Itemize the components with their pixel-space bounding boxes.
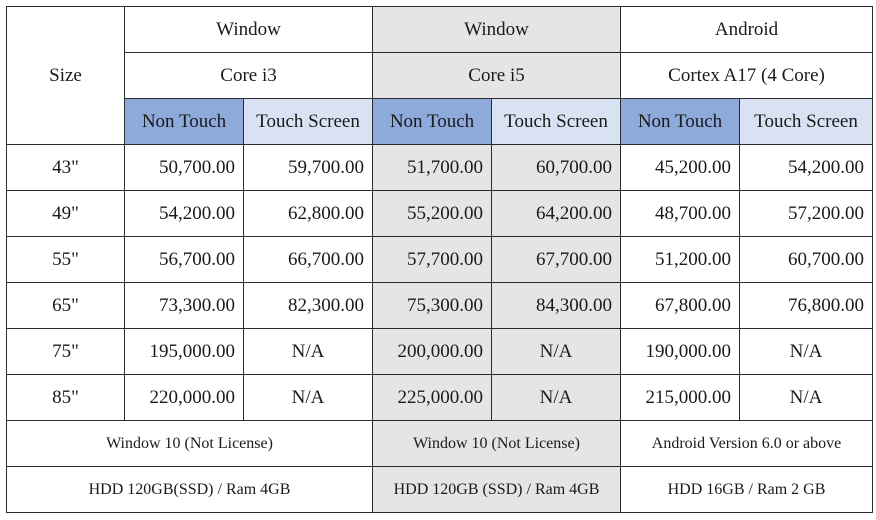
table-row: [7, 237, 873, 283]
price-cell: N/A: [244, 329, 373, 375]
non-touch-header-group-3: Non Touch: [621, 99, 740, 145]
os-footer-group-2: Window 10 (Not License): [373, 421, 621, 467]
price-cell: 190,000.00: [621, 329, 740, 375]
price-cell: 59,700.00: [244, 145, 373, 191]
price-cell: 51,700.00: [373, 145, 492, 191]
price-cell: 225,000.00: [373, 375, 492, 421]
size-cell: 49": [7, 191, 125, 237]
header-cpu-row: [7, 53, 873, 99]
size-header: Size: [7, 7, 125, 145]
price-cell: N/A: [492, 329, 621, 375]
os-header-group-3: Android: [621, 7, 873, 53]
size-cell: 43": [7, 145, 125, 191]
price-cell: 56,700.00: [125, 237, 244, 283]
price-cell: 57,200.00: [740, 191, 873, 237]
price-cell: 73,300.00: [125, 283, 244, 329]
price-cell: 195,000.00: [125, 329, 244, 375]
non-touch-header-group-1: Non Touch: [125, 99, 244, 145]
price-cell: 76,800.00: [740, 283, 873, 329]
touch-screen-header-group-3: Touch Screen: [740, 99, 873, 145]
price-cell: 215,000.00: [621, 375, 740, 421]
table-row: [7, 191, 873, 237]
header-os-row: [7, 7, 873, 53]
os-footer-group-1: Window 10 (Not License): [7, 421, 373, 467]
os-footer-group-3: Android Version 6.0 or above: [621, 421, 873, 467]
table-row: [7, 145, 873, 191]
price-cell: 64,200.00: [492, 191, 621, 237]
price-cell: 67,700.00: [492, 237, 621, 283]
price-cell: 200,000.00: [373, 329, 492, 375]
price-cell: 54,200.00: [125, 191, 244, 237]
price-cell: 220,000.00: [125, 375, 244, 421]
os-header-group-2: Window: [373, 7, 621, 53]
size-cell: 85": [7, 375, 125, 421]
footer-os-row: [7, 421, 873, 467]
footer-spec-row: [7, 467, 873, 513]
price-cell: 55,200.00: [373, 191, 492, 237]
price-cell: N/A: [740, 329, 873, 375]
spec-footer-group-3: HDD 16GB / Ram 2 GB: [621, 467, 873, 513]
size-cell: 75": [7, 329, 125, 375]
table-row: [7, 329, 873, 375]
price-cell: 66,700.00: [244, 237, 373, 283]
price-cell: 84,300.00: [492, 283, 621, 329]
price-cell: 62,800.00: [244, 191, 373, 237]
size-cell: 55": [7, 237, 125, 283]
price-cell: 67,800.00: [621, 283, 740, 329]
price-cell: N/A: [492, 375, 621, 421]
cpu-header-group-2: Core i5: [373, 53, 621, 99]
cpu-header-group-3: Cortex A17 (4 Core): [621, 53, 873, 99]
table-row: [7, 283, 873, 329]
price-cell: 60,700.00: [492, 145, 621, 191]
price-cell: 50,700.00: [125, 145, 244, 191]
spec-footer-group-1: HDD 120GB(SSD) / Ram 4GB: [7, 467, 373, 513]
price-cell: 60,700.00: [740, 237, 873, 283]
price-cell: 51,200.00: [621, 237, 740, 283]
os-header-group-1: Window: [125, 7, 373, 53]
header-touch-row: [7, 99, 873, 145]
non-touch-header-group-2: Non Touch: [373, 99, 492, 145]
price-cell: 48,700.00: [621, 191, 740, 237]
table-row: [7, 375, 873, 421]
price-cell: N/A: [244, 375, 373, 421]
price-cell: 54,200.00: [740, 145, 873, 191]
size-cell: 65": [7, 283, 125, 329]
cpu-header-group-1: Core i3: [125, 53, 373, 99]
price-table: [6, 6, 873, 513]
touch-screen-header-group-1: Touch Screen: [244, 99, 373, 145]
touch-screen-header-group-2: Touch Screen: [492, 99, 621, 145]
spec-footer-group-2: HDD 120GB (SSD) / Ram 4GB: [373, 467, 621, 513]
price-cell: N/A: [740, 375, 873, 421]
price-cell: 45,200.00: [621, 145, 740, 191]
price-cell: 82,300.00: [244, 283, 373, 329]
price-cell: 75,300.00: [373, 283, 492, 329]
price-cell: 57,700.00: [373, 237, 492, 283]
